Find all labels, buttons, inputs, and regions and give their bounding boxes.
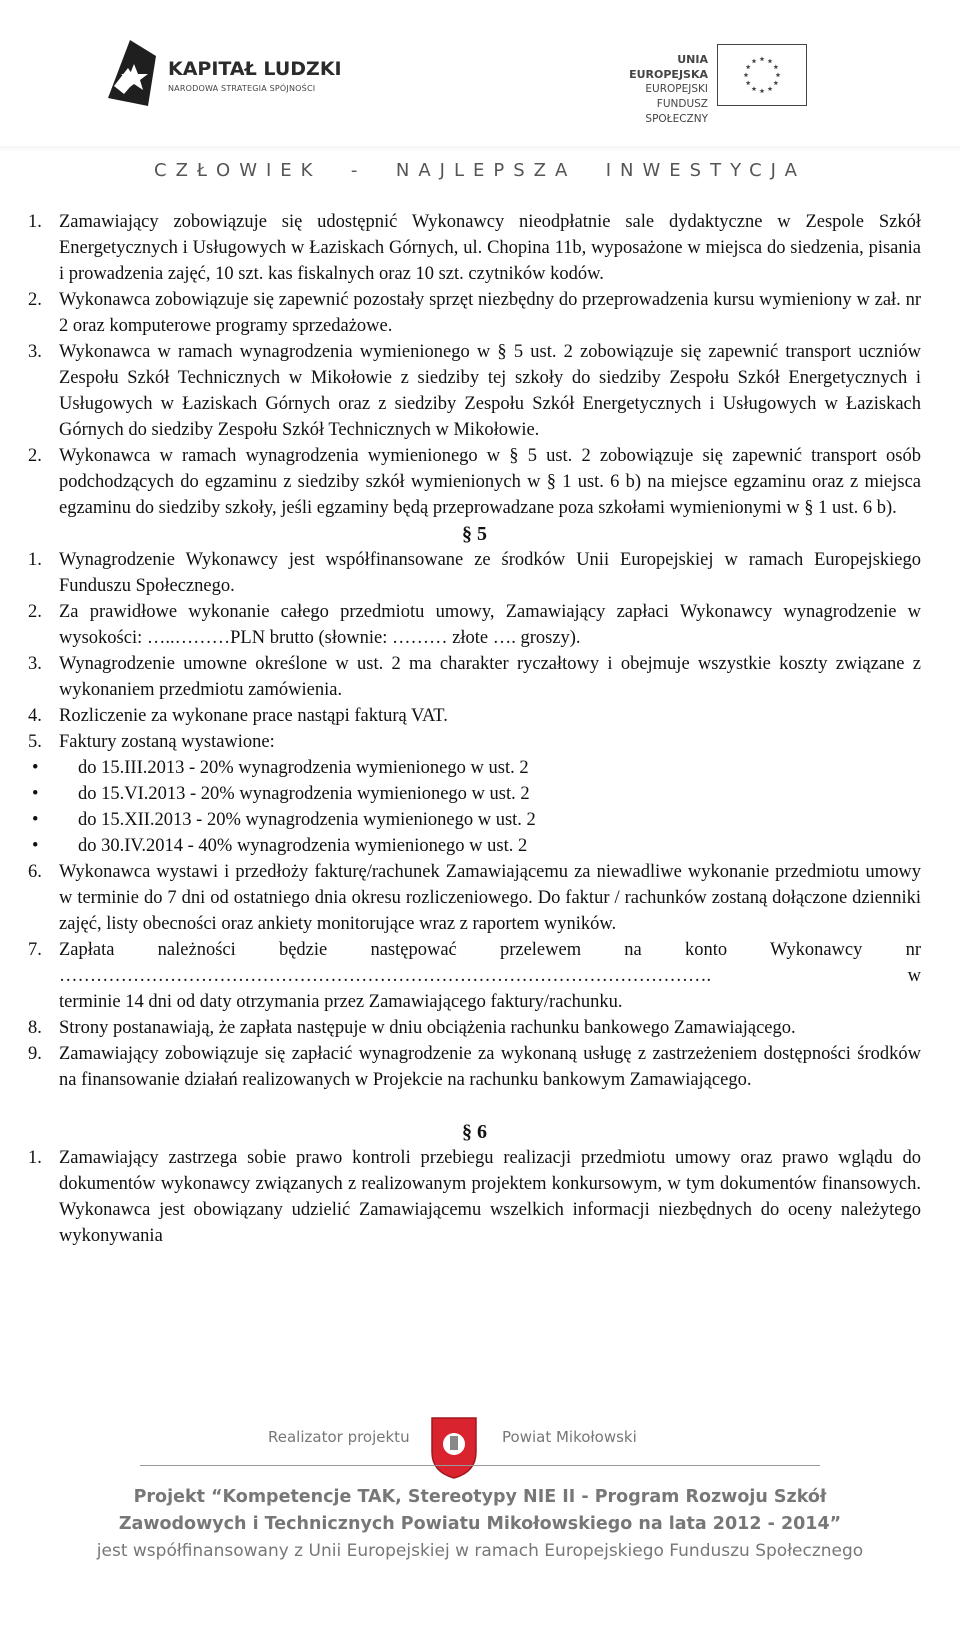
footer-line2: Zawodowych i Technicznych Powiatu Mikołowskiego na lata 2012 - 2014” (118, 1514, 842, 1534)
list-item: 1. Zamawiający zobowiązuje się udostępnić Wykonawcy nieodpłatnie sale dydaktyczne w Zespole Szkół Energetycznych i Usługowych w Łaziskach Górnych, ul. Chopina 11b, wyposażone w miejsca do siedzenia, pisania i prowadzenia zajęć, 10 szt. kas fiskalnych oraz 10 szt. czytników kodów. (28, 209, 921, 287)
paragraph: Wynagrodzenie umowne określone w ust. 2 ma charakter ryczałtowy i obejmuje wszystkie koszty związane z wykonaniem przedmiotu zamówienia. (59, 654, 921, 700)
eu-star-icon (752, 59, 757, 64)
eu-star-icon (768, 86, 773, 91)
payment-line-3: terminie 14 dni od daty otrzymania przez Zamawiającego faktury/rachunku. (59, 992, 623, 1012)
paragraph: Wykonawca w ramach wynagrodzenia wymienionego w § 5 ust. 2 zobowiązuje się zapewnić transport osób podchodzących do egzaminu z siedziby szkół wymienionych w § 1 ust. 6 b) na miejsce egzaminu oraz z miejsca egzaminu do siedziby szkoły, jeśli egzaminy będą przeprowadzane poza szkołami wymienionymi w § 1 ust. 6 b). (59, 446, 921, 518)
footer-line3: jest współfinansowany z Unii Europejskiej w ramach Europejskiego Funduszu Społecznego (96, 1541, 864, 1561)
realizator-label: Realizator projektu (268, 1428, 410, 1446)
list-item: 3. Wykonawca w ramach wynagrodzenia wymienionego w § 5 ust. 2 zobowiązuje się zapewnić transport uczniów Zespołu Szkół Technicznych w Mikołowie z siedziby tej szkoły do siedziby Zespołu Szkół Energetycznych i Usługowych w Łaziskach Górnych oraz z siedziby Zespołu Szkół Energetycznych i Usługowych w Łaziskach Górnych do siedziby Zespołu Szkół Technicznych w Mikołowie. (28, 339, 921, 443)
list-item: 1. Zamawiający zastrzega sobie prawo kontroli przebiegu realizacji przedmiotu umowy oraz prawo wglądu do dokumentów wykonawcy związanych z realizowanym projektem konkursowym, w tym dokumentów finansowych. Wykonawca jest obowiązany udzielić Zamawiającemu wszelkich informacji niezbędnych do oceny należytego wykonywania (28, 1145, 921, 1249)
paragraph: Zamawiający zastrzega sobie prawo kontroli przebiegu realizacji przedmiotu umowy oraz prawo wglądu do dokumentów wykonawcy związanych z realizowanym projektem konkursowym, w tym dokumentów finansowych. Wykonawca jest obowiązany udzielić Zamawiającemu wszelkich informacji niezbędnych do oceny należytego wykonywania (59, 1148, 921, 1246)
document-body (28, 209, 921, 1249)
list-item: 2. Wykonawca zobowiązuje się zapewnić pozostały sprzęt niezbędny do przeprowadzenia kursu wymieniony w zał. nr 2 oraz komputerowe programy sprzedażowe. (28, 287, 921, 339)
eu-star-icon (773, 80, 778, 85)
list-item: 6. Wykonawca wystawi i przedłoży fakturę/rachunek Zamawiającemu za niewadliwe wykonanie przedmiotu umowy w terminie do 7 dni od ostatniego dnia okresu rozliczeniowego. Do faktur / rachunków zostaną dołączone dzienniki zajęć, listy obecności oraz ankiety monitorujące wraz z raportem wyników. (28, 859, 921, 937)
bullet-item: • do 15.XII.2013 - 20% wynagrodzenia wymienionego w ust. 2 (28, 807, 921, 833)
bullet-icon: • (32, 810, 39, 830)
paragraph: Wynagrodzenie Wykonawcy jest współfinansowane ze środków Unii Europejskiej w ramach Europejskiego Funduszu Społecznego. (59, 550, 921, 596)
paragraph: Wykonawca w ramach wynagrodzenia wymienionego w § 5 ust. 2 zobowiązuje się zapewnić transport uczniów Zespołu Szkół Technicznych w Mikołowie z siedziby tej szkoły do siedziby Zespołu Szkół Energetycznych i Usługowych w Łaziskach Górnych oraz z siedziby Zespołu Szkół Energetycznych i Usługowych w Łaziskach Górnych do siedziby Zespołu Szkół Technicznych w Mikołowie. (59, 342, 921, 440)
list-item: 1. Wynagrodzenie Wykonawcy jest współfinansowane ze środków Unii Europejskiej w ramach Europejskiego Funduszu Społecznego. (28, 547, 921, 599)
eu-star-icon (773, 64, 778, 69)
paragraph: Za prawidłowe wykonanie całego przedmiotu umowy, Zamawiający zapłaci Wykonawcy wynagrodzenie w wysokości: …..………PLN brutto (słownie: ……… złote …. groszy). (59, 602, 921, 648)
eu-star-icon (746, 80, 751, 85)
paragraph: Faktury zostaną wystawione: (59, 732, 275, 752)
footer-divider (140, 1465, 820, 1466)
slogan: CZŁOWIEK - NAJLEPSZA INWESTYCJA (154, 160, 806, 181)
list-item: 7. Zapłata należności będzie następować przelewem na konto Wykonawcy nr ……………………………………………………………………………………………. w terminie 14 dni od daty otrzymania przez Zamawiającego faktury/rachunku. (28, 937, 921, 1015)
bullet-icon: • (32, 836, 39, 856)
list-item: 2. Za prawidłowe wykonanie całego przedmiotu umowy, Zamawiający zapłaci Wykonawcy wynagrodzenie w wysokości: …..………PLN brutto (słownie: ……… złote …. groszy). (28, 599, 921, 651)
payment-line-1: Zapłata należności będzie następować przelewem na konto Wykonawcy nr (59, 940, 921, 960)
eu-fund-label (598, 52, 708, 127)
eu-line2: EUROPEJSKI (645, 83, 708, 95)
bullet-icon: • (32, 758, 39, 778)
account-number-blank: ……………………………………………………………………………………………. w (59, 966, 921, 986)
list-item: 2. Wykonawca w ramach wynagrodzenia wymienionego w § 5 ust. 2 zobowiązuje się zapewnić transport osób podchodzących do egzaminu z siedziby szkół wymienionych w § 1 ust. 6 b) na miejsce egzaminu oraz z miejsca egzaminu do siedziby szkoły, jeśli egzaminy będą przeprowadzane poza szkołami wymienionymi w § 1 ust. 6 b). (28, 443, 921, 521)
section-heading-6: § 6 (462, 1121, 487, 1143)
list-item: 9. Zamawiający zobowiązuje się zapłacić wynagrodzenie za wykonaną usługę z zastrzeżeniem dostępności środków na finansowanie działań realizowanych w Projekcie na rachunku bankowym Zamawiającego. (28, 1041, 921, 1093)
paragraph: Strony postanawiają, że zapłata następuje w dniu obciążenia rachunku bankowego Zamawiającego. (59, 1018, 796, 1038)
bullet-icon: • (32, 784, 39, 804)
header-divider (0, 146, 960, 152)
eu-star-icon (760, 88, 765, 93)
bullet-item: • do 15.III.2013 - 20% wynagrodzenia wymienionego w ust. 2 (28, 755, 921, 781)
list-item: 8. Strony postanawiają, że zapłata następuje w dniu obciążenia rachunku bankowego Zamawiającego. (28, 1015, 921, 1041)
eu-star-icon (752, 86, 757, 91)
eu-star-icon (760, 56, 765, 61)
paragraph: Zamawiający zobowiązuje się udostępnić Wykonawcy nieodpłatnie sale dydaktyczne w Zespole Szkół Energetycznych i Usługowych w Łaziskach Górnych, ul. Chopina 11b, wyposażone w miejsca do siedzenia, pisania i prowadzenia zajęć, 10 szt. kas fiskalnych oraz 10 szt. czytników kodów. (59, 212, 921, 284)
list-item: 5. Faktury zostaną wystawione: (28, 729, 921, 755)
footer-line1: Projekt “Kompetencje TAK, Stereotypy NIE II - Program Rozwoju Szkół (133, 1487, 827, 1507)
list-item: 4. Rozliczenie za wykonane prace nastąpi fakturą VAT. (28, 703, 921, 729)
bullet-item: • do 15.VI.2013 - 20% wynagrodzenia wymienionego w ust. 2 (28, 781, 921, 807)
kapital-ludzki-subtitle: NARODOWA STRATEGIA SPÓJNOŚCI (168, 84, 316, 93)
powiat-crest-icon (428, 1414, 480, 1480)
list-item: 3. Wynagrodzenie umowne określone w ust. 2 ma charakter ryczałtowy i obejmuje wszystkie koszty związane z wykonaniem przedmiotu zamówienia. (28, 651, 921, 703)
eu-line1: UNIA EUROPEJSKA (629, 53, 708, 81)
bullet-item: • do 30.IV.2014 - 40% wynagrodzenia wymienionego w ust. 2 (28, 833, 921, 859)
spacer (28, 1093, 921, 1119)
eu-star-icon (744, 72, 749, 77)
paragraph: Wykonawca zobowiązuje się zapewnić pozostały sprzęt niezbędny do przeprowadzenia kursu wymieniony w zał. nr 2 oraz komputerowe programy sprzedażowe. (59, 290, 921, 336)
paragraph: Wykonawca wystawi i przedłoży fakturę/rachunek Zamawiającemu za niewadliwe wykonanie przedmiotu umowy w terminie do 7 dni od ostatniego dnia okresu rozliczeniowego. Do faktur / rachunków zostaną dołączone dzienniki zajęć, listy obecności oraz ankiety monitorujące wraz z raportem wyników. (59, 862, 921, 934)
kapital-ludzki-title: KAPITAŁ LUDZKI (168, 58, 342, 80)
section-heading-5: § 5 (462, 523, 487, 545)
paragraph (59, 937, 921, 1015)
paragraph: Rozliczenie za wykonane prace nastąpi fakturą VAT. (59, 706, 448, 726)
eu-star-icon (746, 64, 751, 69)
paragraph: Zamawiający zobowiązuje się zapłacić wynagrodzenie za wykonaną usługę z zastrzeżeniem dostępności środków na finansowanie działań realizowanych w Projekcie na rachunku bankowym Zamawiającego. (59, 1044, 921, 1090)
project-footer (20, 1484, 940, 1565)
powiat-label: Powiat Mikołowski (502, 1428, 637, 1446)
eu-star-icon (776, 72, 781, 77)
eu-flag-icon (717, 44, 807, 106)
eu-star-icon (768, 59, 773, 64)
eu-line3: FUNDUSZ SPOŁECZNY (645, 98, 708, 125)
